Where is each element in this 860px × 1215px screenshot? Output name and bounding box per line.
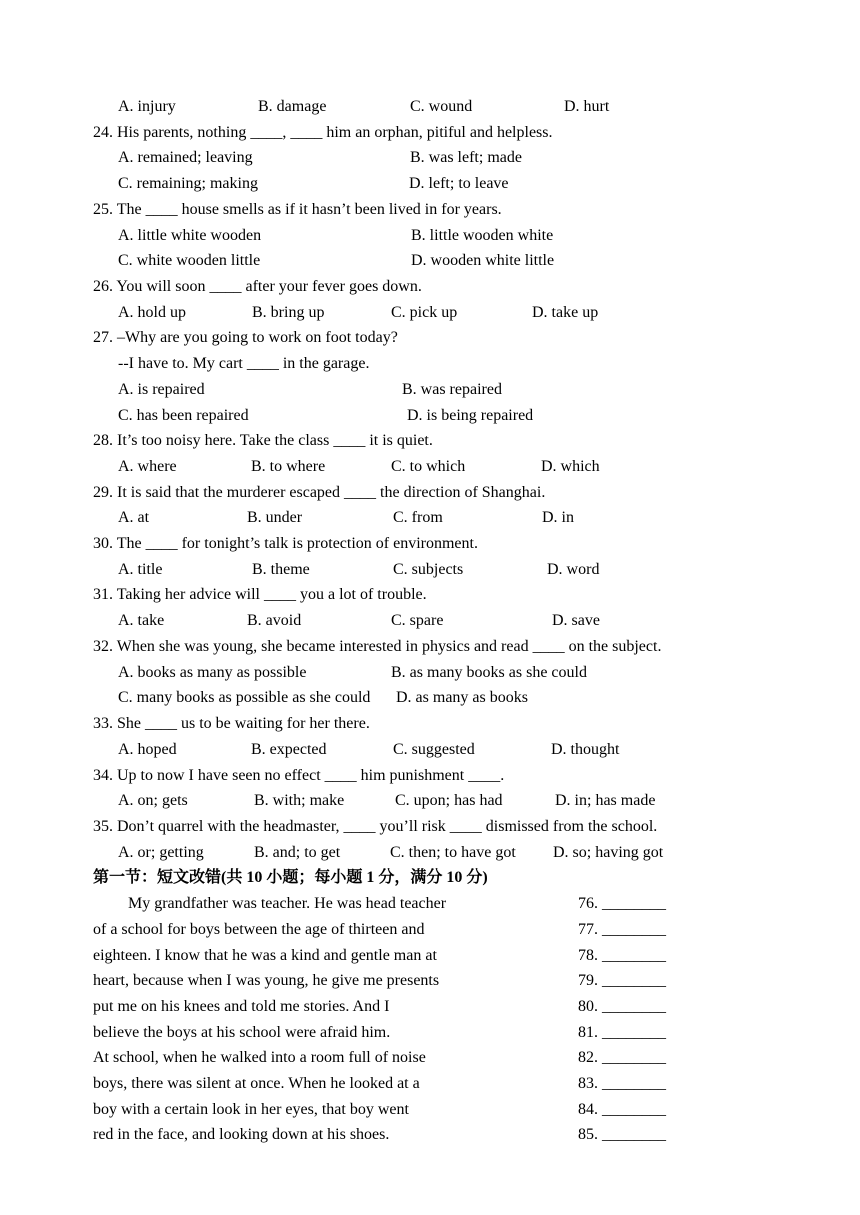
- option-b: B. was left; made: [410, 149, 522, 166]
- question-stem: 26. You will soon ____ after your fever goes down.: [93, 278, 422, 295]
- question-stem: 28. It’s too noisy here. Take the class ____ it is quiet.: [93, 432, 433, 449]
- passage-line: believe the boys at his school were afraid him.: [93, 1024, 391, 1041]
- passage-line: of a school for boys between the age of thirteen and: [93, 921, 425, 938]
- option-b: B. avoid: [247, 612, 302, 629]
- option-a: A. little white wooden: [118, 227, 262, 244]
- option-d: D. wooden white little: [411, 252, 555, 269]
- passage-line: boys, there was silent at once. When he looked at a: [93, 1075, 420, 1092]
- answer-blank: 84. ________: [578, 1101, 666, 1118]
- question-stem: 35. Don’t quarrel with the headmaster, ____ you’ll risk ____ dismissed from the school.: [93, 818, 658, 835]
- option-c: C. many books as possible as she could: [118, 689, 371, 706]
- question-stem: 34. Up to now I have seen no effect ____ him punishment ____.: [93, 767, 505, 784]
- question-stem: 30. The ____ for tonight’s talk is protection of environment.: [93, 535, 478, 552]
- option-c: C. then; to have got: [390, 844, 516, 861]
- answer-blank: 83. ________: [578, 1075, 666, 1092]
- option-d: D. save: [552, 612, 600, 629]
- question-stem: 31. Taking her advice will ____ you a lot of trouble.: [93, 586, 427, 603]
- option-c: C. remaining; making: [118, 175, 258, 192]
- option-c: C. to which: [391, 458, 466, 475]
- question-stem: 27. –Why are you going to work on foot today?: [93, 329, 398, 346]
- option-c: C. subjects: [393, 561, 464, 578]
- passage-line: red in the face, and looking down at his shoes.: [93, 1126, 390, 1143]
- option-b: B. damage: [258, 98, 327, 115]
- option-a: A. hold up: [118, 304, 186, 321]
- option-a: A. injury: [118, 98, 176, 115]
- question-stem: 33. She ____ us to be waiting for her there.: [93, 715, 370, 732]
- option-b: B. with; make: [254, 792, 345, 809]
- option-b: B. was repaired: [402, 381, 502, 398]
- question-stem: 32. When she was young, she became interested in physics and read ____ on the subject.: [93, 638, 662, 655]
- option-b: B. theme: [252, 561, 310, 578]
- option-b: B. to where: [251, 458, 326, 475]
- option-c: C. from: [393, 509, 443, 526]
- passage-line: At school, when he walked into a room full of noise: [93, 1049, 426, 1066]
- option-c: C. upon; has had: [395, 792, 503, 809]
- option-a: A. hoped: [118, 741, 177, 758]
- answer-blank: 81. ________: [578, 1024, 666, 1041]
- option-c: C. suggested: [393, 741, 475, 758]
- option-d: D. word: [547, 561, 600, 578]
- answer-blank: 78. ________: [578, 947, 666, 964]
- option-b: B. expected: [251, 741, 327, 758]
- option-a: A. remained; leaving: [118, 149, 253, 166]
- question-stem: 24. His parents, nothing ____, ____ him an orphan, pitiful and helpless.: [93, 124, 553, 141]
- option-a: A. title: [118, 561, 163, 578]
- section-heading: 第一节：短文改错(共 10 小题；每小题 1 分，满分 10 分): [93, 869, 488, 886]
- option-b: B. and; to get: [254, 844, 341, 861]
- option-a: A. books as many as possible: [118, 664, 307, 681]
- option-d: D. take up: [532, 304, 599, 321]
- option-a: A. is repaired: [118, 381, 205, 398]
- option-a: A. or; getting: [118, 844, 204, 861]
- option-d: D. hurt: [564, 98, 610, 115]
- answer-blank: 80. ________: [578, 998, 666, 1015]
- passage-line: eighteen. I know that he was a kind and gentle man at: [93, 947, 437, 964]
- passage-line: boy with a certain look in her eyes, that boy went: [93, 1101, 409, 1118]
- option-c: C. has been repaired: [118, 407, 249, 424]
- option-c: C. white wooden little: [118, 252, 261, 269]
- passage-line: My grandfather was teacher. He was head teacher: [128, 895, 447, 912]
- passage-line: put me on his knees and told me stories. And I: [93, 998, 390, 1015]
- option-b: B. little wooden white: [411, 227, 554, 244]
- question-stem: 29. It is said that the murderer escaped ____ the direction of Shanghai.: [93, 484, 546, 501]
- answer-blank: 85. ________: [578, 1126, 666, 1143]
- passage-line: heart, because when I was young, he give me presents: [93, 972, 440, 989]
- answer-blank: 79. ________: [578, 972, 666, 989]
- option-d: D. left; to leave: [409, 175, 509, 192]
- option-a: A. take: [118, 612, 165, 629]
- option-d: D. is being repaired: [407, 407, 534, 424]
- option-c: C. spare: [391, 612, 444, 629]
- option-b: B. bring up: [252, 304, 325, 321]
- answer-blank: 76. ________: [578, 895, 666, 912]
- question-stem: 25. The ____ house smells as if it hasn’t been lived in for years.: [93, 201, 502, 218]
- option-a: A. where: [118, 458, 177, 475]
- answer-blank: 82. ________: [578, 1049, 666, 1066]
- option-d: D. thought: [551, 741, 620, 758]
- option-d: D. as many as books: [396, 689, 528, 706]
- question-stem-reply: --I have to. My cart ____ in the garage.: [118, 355, 370, 372]
- option-d: D. in; has made: [555, 792, 656, 809]
- option-a: A. at: [118, 509, 150, 526]
- option-d: D. so; having got: [553, 844, 664, 861]
- option-a: A. on; gets: [118, 792, 188, 809]
- option-b: B. as many books as she could: [391, 664, 587, 681]
- option-c: C. wound: [410, 98, 473, 115]
- option-d: D. in: [542, 509, 574, 526]
- answer-blank: 77. ________: [578, 921, 666, 938]
- option-d: D. which: [541, 458, 600, 475]
- option-b: B. under: [247, 509, 303, 526]
- option-c: C. pick up: [391, 304, 458, 321]
